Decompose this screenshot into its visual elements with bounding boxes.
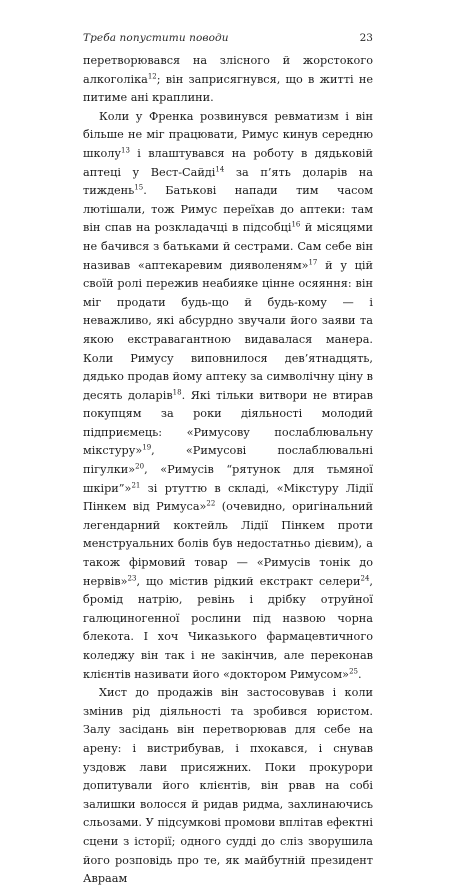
page-body [83, 52, 373, 889]
footnote-ref: 23 [127, 573, 137, 582]
footnote-ref: 20 [135, 462, 145, 471]
text-run: за п’ять доларів на тиждень [83, 165, 373, 198]
text-run: , бромід натрію, ревінь і дрібку отруйної галюциногенної рослини під назвою чорна блекота. І хоч Чиказького фармацевтичного коледжу він так і не закінчив, але переконав клієнтів називати його «доктором Римусом» [83, 574, 373, 681]
footnote-ref: 17 [308, 257, 318, 266]
text-run: (очевидно, оригінальний легендарний коктейль Лідії Пінкем проти менструальних болів був недостатньо дієвим), а також фірмовий товар — «Римусів тонік до нервів» [83, 500, 373, 588]
text-run: , «Римусів “рятунок для тьмяної шкіри”» [83, 463, 373, 495]
text-run: . [357, 667, 362, 681]
text-run: зі ртуттю в складі, «Мікстуру Лідії Пінкем від Римуса» [83, 481, 373, 514]
text-run: і влаштувався на роботу в дядьковій аптеці у Вест-Сайді [83, 146, 373, 179]
text-run: , що містив рідкий екстракт селери [136, 574, 361, 588]
text-run: й у цій своїй ролі пережив неабияке цінне осяяння: він міг продати будь-що й будь-кому — і неважливо, які абсурдно звучали його заяви та якою екстравагантною видавалася манера. [83, 258, 373, 346]
footnote-ref: 19 [142, 443, 152, 452]
footnote-ref: 22 [206, 499, 216, 508]
text-run: й місяцями не бачився з батьками й сестрами. Сам себе він називав «аптекаревим дияволеням» [83, 221, 373, 272]
text-run: Коли Римусу виповнилося дев’ятнадцять, дядько продав йому аптеку за символічну ціну в десять доларів [83, 351, 373, 402]
text-run: Хист до продажів він застосовував і коли змінив рід діяльності та зробився юристом. Залу засідань він перетворював для себе на арену: і вистрибував, і пхокався, і снував уздовж лави присяжних. Поки прокурори допитували його клієнтів, він рвав на собі залишки волосся й ридав ридма, захлинаючись сльозами. У підсумкові промови вплітав ефектні сцени з історії; одного судді до сліз зворушила його розповідь про те, як майбутній президент Авраам [83, 686, 373, 886]
paragraph [83, 684, 373, 889]
text-run: перетворювався на злісного й жорстокого алкоголіка [83, 54, 373, 86]
paragraph [83, 108, 373, 684]
footnote-ref: 24 [360, 573, 370, 582]
paragraph [83, 52, 373, 108]
footnote-ref: 18 [172, 387, 182, 396]
text-run: Коли у Френка розвинувся ревматизм і він більше не міг працювати, Римус кинув середню школу [83, 109, 373, 160]
running-header [83, 32, 373, 48]
footnote-ref: 14 [215, 164, 225, 173]
footnote-ref: 13 [121, 146, 130, 155]
footnote-ref: 25 [349, 666, 358, 675]
footnote-ref: 21 [131, 480, 141, 489]
footnote-ref: 15 [134, 183, 144, 192]
footnote-ref: 12 [147, 71, 157, 80]
page-number: 23 [359, 32, 373, 44]
text-run: ; він заприсягнувся, що в житті не питиме ані краплини. [83, 72, 373, 105]
text-run: . Батькові напади тим часом лютішали, тож Римус переїхав до аптеки: там він спав на розкладачці в підсобці [83, 184, 373, 235]
footnote-ref: 16 [291, 220, 301, 229]
running-title: Треба попустити поводи [83, 32, 229, 44]
text-run: , «Римусові послаблювальні пігулки» [83, 444, 373, 477]
text-run: . Які тільки витвори не втирав покупцям за роки діяльності молодий підприємець: «Римусову послаблювальну мікстуру» [83, 388, 373, 458]
